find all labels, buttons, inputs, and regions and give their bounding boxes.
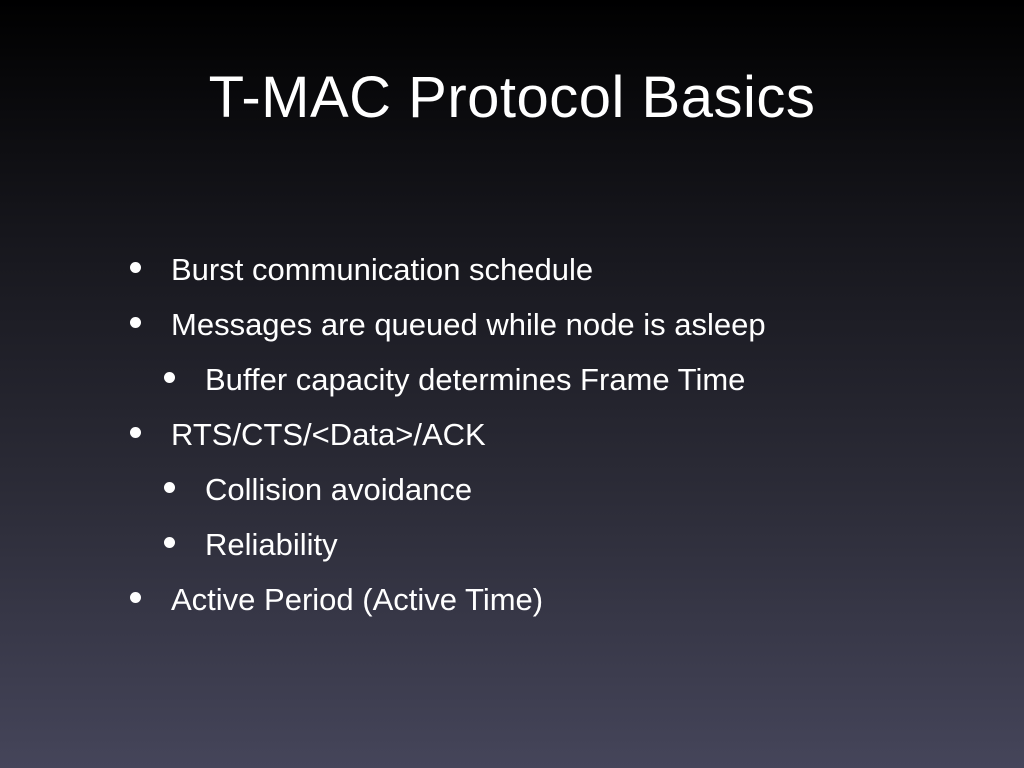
bullet-item [128,297,766,352]
bullet-dot-icon [164,372,175,383]
bullet-dot-icon [130,262,141,273]
sub-bullet-item [128,352,766,407]
bullet-item [128,407,766,462]
sub-bullet-item [128,517,766,572]
bullet-dot-icon [130,317,141,328]
bullet-text: Messages are queued while node is asleep [171,307,766,342]
bullet-dot-icon [130,592,141,603]
bullet-dot-icon [164,482,175,493]
bullet-text: Active Period (Active Time) [171,582,544,617]
bullet-text: Burst communication schedule [171,252,594,287]
bullet-text: Reliability [205,527,338,562]
bullet-text: Collision avoidance [205,472,473,507]
bullet-text: RTS/CTS/<Data>/ACK [171,417,486,452]
sub-bullet-item [128,462,766,517]
bullet-item [128,242,766,297]
bullet-list [128,242,766,627]
bullet-item [128,572,766,627]
bullet-text: Buffer capacity determines Frame Time [205,362,746,397]
bullet-dot-icon [130,427,141,438]
bullet-dot-icon [164,537,175,548]
slide-title: T-MAC Protocol Basics [208,65,816,130]
